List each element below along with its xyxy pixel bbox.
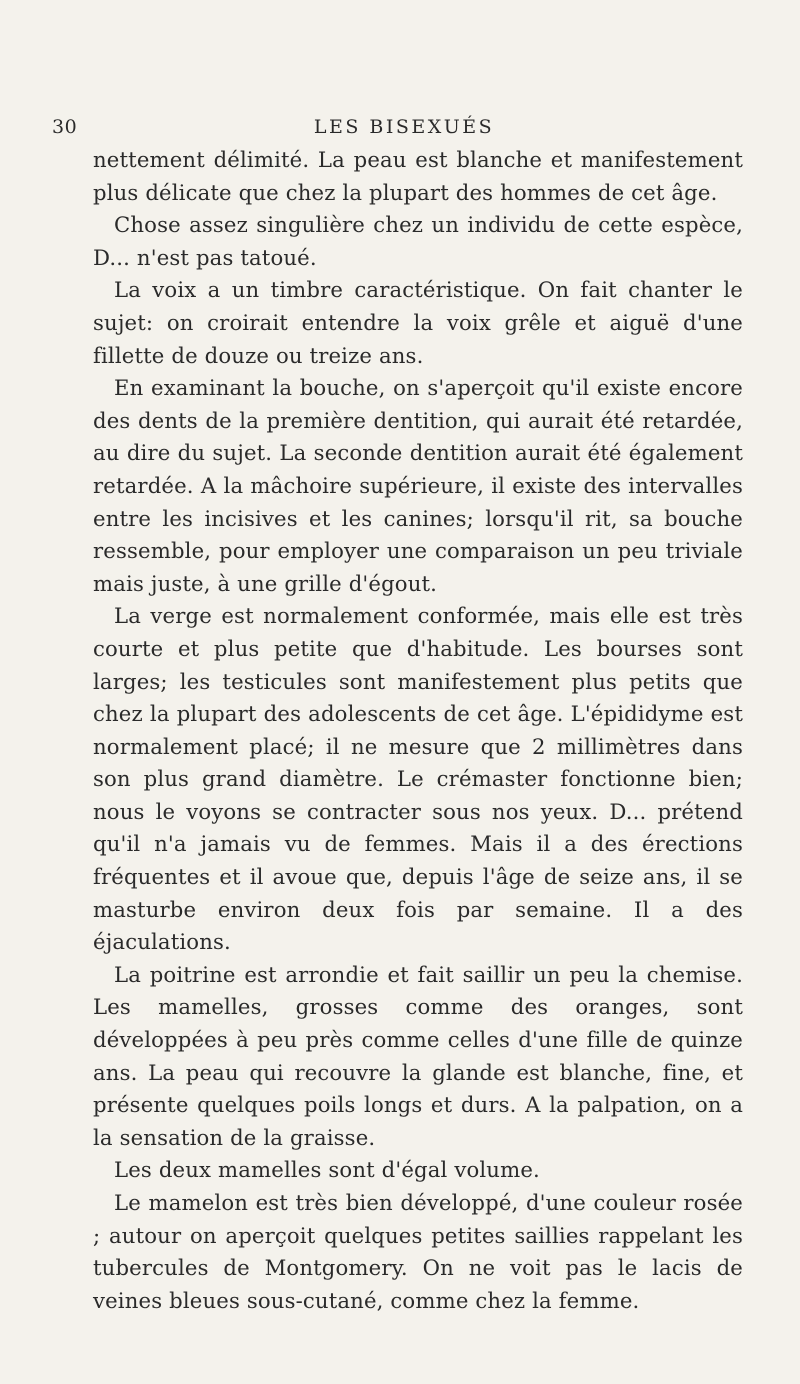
running-head: LES BISEXUÉS xyxy=(313,116,495,138)
paragraph-continuation: nettement délimité. La peau est blanche et manifestement plus délicate que chez la plupart des hommes de cet âge. xyxy=(93,147,743,205)
paragraph: La voix a un timbre caractéristique. On fait chanter le sujet: on croirait entendre la voix grêle et aiguë d'une fillette de douze ou treize ans. xyxy=(93,277,743,368)
paragraph: Le mamelon est très bien développé, d'une couleur rosée ; autour on aperçoit quelques petites saillies rappelant les tubercules de Montgomery. On ne voit pas le lacis de veines bleues sous-cutané, comme chez la femme. xyxy=(93,1190,743,1313)
paragraph: Les deux mamelles sont d'égal volume. xyxy=(114,1157,540,1183)
paragraph: La poitrine est arrondie et fait saillir un peu la chemise. Les mamelles, grosses comme des oranges, sont développées à peu près comme celles d'une fille de quinze ans. La peau qui recouvre la glande est blanche, fine, et présente quelques poils longs et durs. A la palpation, on a la sensation de la graisse. xyxy=(93,961,743,1150)
paragraph: La verge est normalement conformée, mais elle est très courte et plus petite que d'habitude. Les bourses sont larges; les testicules sont manifestement plus petits que chez la plupart des adolescents de cet âge. L'épididyme est normalement placé; il ne mesure que 2 millimètres dans son plus grand diamètre. Le crémaster fonctionne bien; nous le voyons se contracter sous nos yeux. D... prétend qu'il n'a jamais vu de femmes. Mais il a des érections fréquentes et il avoue que, depuis l'âge de seize ans, il se masturbe environ deux fois par semaine. Il a des éjaculations. xyxy=(93,603,743,955)
paragraph: En examinant la bouche, on s'aperçoit qu'il existe encore des dents de la première dentition, qui aurait été retardée, au dire du sujet. La seconde dentition aurait été également retardée. A la mâchoire supérieure, il existe des intervalles entre les incisives et les canines; lorsqu'il rit, sa bouche ressemble, pour employer une comparaison un peu triviale mais juste, à une grille d'égout. xyxy=(93,375,743,596)
paragraph: Chose assez singulière chez un individu de cette espèce, D... n'est pas tatoué. xyxy=(93,212,743,270)
page-number: 30 xyxy=(52,116,78,138)
body-text xyxy=(93,144,743,1317)
